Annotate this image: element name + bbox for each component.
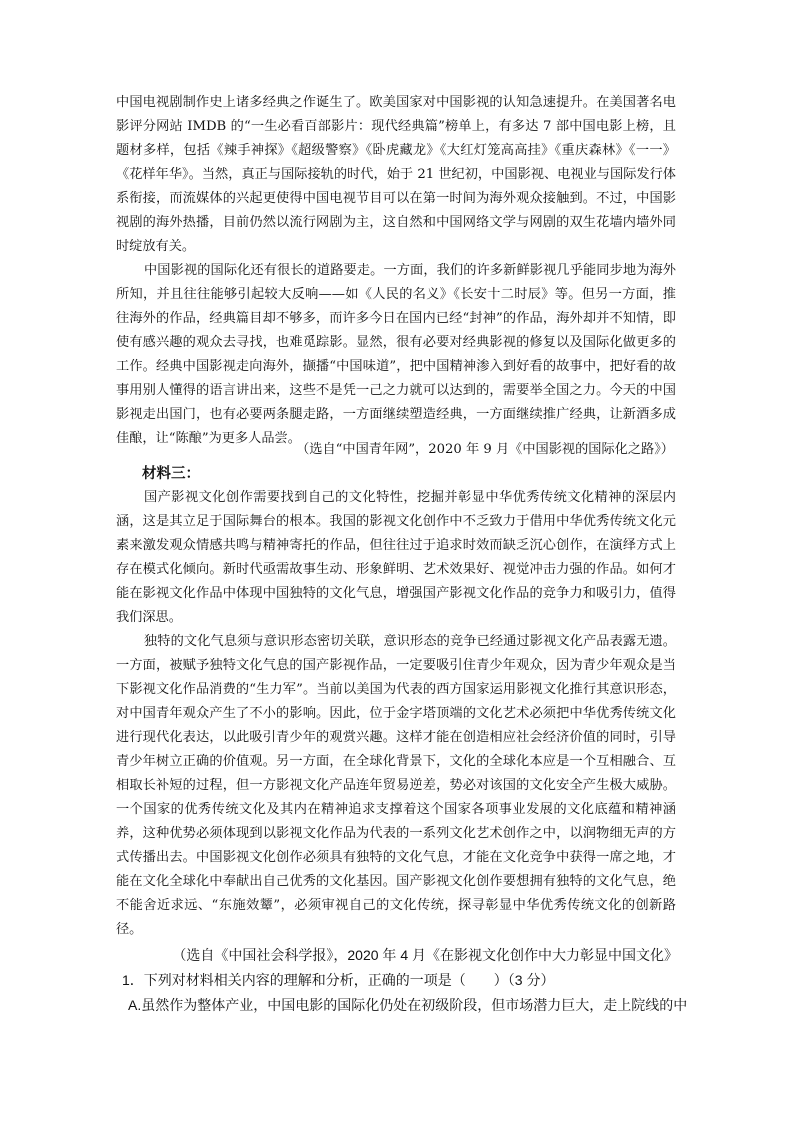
question-1-stem: 1．下列对材料相关内容的理解和分析，正确的一项是（ ）（3 分） xyxy=(122,972,555,988)
material-three-heading: 材料三： xyxy=(142,466,200,482)
material-three-paragraph-2: 独特的文化气息须与意识形态密切关联，意识形态的竞争已经通过影视文化产品表露无遗。一方面，被赋予独特文化气息的国产影视作品，一定要吸引住青少年观众，因为青少年观众是当下影视文化作品消费的“生力军”。当前以美国为代表的西方国家运用影视文化推行其意识形态，对中国青年观众产生了不小的影响。因此，位于金字塔顶端的文化艺术必须把中华优秀传统文化进行现代化表达，以此吸引青少年的观赏兴趣。这样才能在创造相应社会经济价值的同时，引导青少年树立正确的价值观。另一方面，在全球化背景下，文化的全球化本应是一个互相融合、互相取长补短的过程，但一方影视文化产品连年贸易逆差，势必对该国的文化安全产生极大威胁。一个国家的优秀传统文化及其内在精神追求支撑着这个国家各项事业发展的文化底蕴和精神涵养，这种优势必须体现到以影视文化作品为代表的一系列文化艺术创作之中，以润物细无声的方式传播出去。中国影视文化创作必须具有独特的文化气息，才能在文化竞争中获得一席之地，才能在文化全球化中奉献出自己优秀的文化基因。国产影视文化创作要想拥有独特的文化气息，绝不能舍近求远、“东施效颦”，必须审视自己的文化传统，探寻彰显中华优秀传统文化的创新路径。 xyxy=(116,634,676,937)
material-two-section xyxy=(116,91,676,451)
material-three-paragraph-1: 国产影视文化创作需要找到自己的文化特性，挖掘并彰显中华优秀传统文化精神的深层内涵，这是其立足于国际舞台的根本。我国的影视文化创作中不乏致力于借用中华优秀传统文化元素来激发观众情感共鸣与精神寄托的作品，但往往过于追求时效而缺乏沉心创作，在演绎方式上存在模式化倾向。新时代亟需故事生动、形象鲜明、艺术效果好、视觉冲击力强的作品。如何才能在影视文化作品中体现中国独特的文化气息，增强国产影视文化作品的竞争力和吸引力，值得我们深思。 xyxy=(116,490,676,625)
material-two-source: （选自“中国青年网”，2020 年 9 月《中国影视的国际化之路》） xyxy=(296,442,674,457)
material-three-section xyxy=(116,486,676,942)
question-1-option-a: A.虽然作为整体产业，中国电影的国际化仍处在初级阶段，但市场潜力巨大，走上院线的中 xyxy=(128,997,688,1013)
material-two-paragraph-1: 中国电视剧制作史上诸多经典之作诞生了。欧美国家对中国影视的认知急速提升。在美国著名电影评分网站 IMDB 的“一生必看百部影片：现代经典篇”榜单上，有多达 7 部中国电影上榜，且题材多样，包括《辣手神探》《超级警察》《卧虎藏龙》《大红灯笼高高挂》《重庆森林》《一一》《花样年华》。当然，真正与国际接轨的时代，始于 21 世纪初，中国影视、电视业与国际发行体系衔接，而流媒体的兴起更使得中国电视节目可以在第一时间为海外观众接触到。不过，中国影视剧的海外热播，目前仍然以流行网剧为主，这自然和中国网络文学与网剧的双生花墙内墙外同时绽放有关。 xyxy=(116,95,676,254)
material-three-source: （选自《中国社会科学报》，2020 年 4 月《在影视文化创作中大力彰显中国文化》 xyxy=(172,947,678,963)
material-two-paragraph-2: 中国影视的国际化还有很长的道路要走。一方面，我们的许多新鲜影视几乎能同步地为海外所知，并且往往能够引起较大反响——如《人民的名义》《长安十二时辰》等。但另一方面，推往海外的作品，经典篇目却不够多，而许多今日在国内已经“封神”的作品，海外却并不知情，即使有感兴趣的观众去寻找，也难觅踪影。显然，很有必要对经典影视的修复以及国际化做更多的工作。经典中国影视走向海外，撷播“中国味道”，把中国精神渗入到好看的故事中，把好看的故事用别人懂得的语言讲出来，这些不是凭一己之力就可以达到的，需要举全国之力。今天的中国影视走出国门，也有必要两条腿走路，一方面继续塑造经典，一方面继续推广经典，让新酒多成佳酿，让“陈酿”为更多人品尝。 xyxy=(116,263,676,446)
